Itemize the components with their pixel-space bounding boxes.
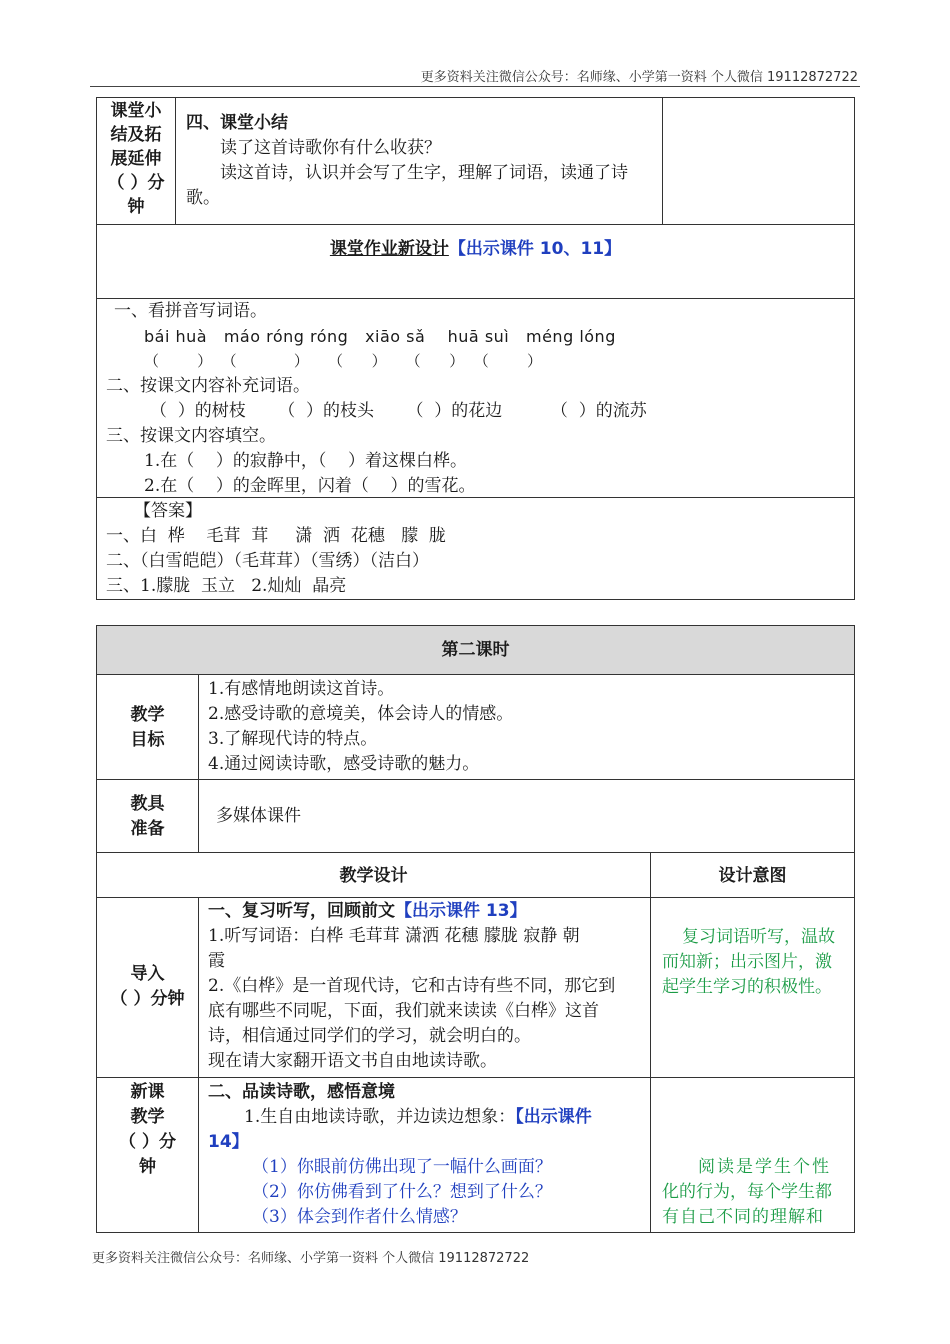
intro-line: 现在请大家翻开语文书自由地读诗歌。 bbox=[208, 1051, 497, 1071]
homework-questions bbox=[106, 299, 846, 499]
table1-row-divider-1 bbox=[96, 224, 855, 225]
summary-row-label: 课堂小 结及拓 展延伸 （ ）分 钟 bbox=[107, 101, 165, 217]
question-1-brackets: （ ） （ ） （ ） （ ） （ ） bbox=[144, 352, 542, 370]
design-header: 教学设计 bbox=[339, 866, 408, 886]
answer-3: 三、1.朦胧 玉立 2.灿灿 晶亮 bbox=[106, 576, 347, 596]
page-footer-text: 更多资料关注微信公众号：名师缘、小学第一资料 个人微信 19112872722 bbox=[92, 1251, 530, 1266]
table2-row-divider-4 bbox=[96, 897, 855, 898]
new-lesson-question: （3）体会到作者什么情感？ bbox=[252, 1207, 467, 1227]
intent-header: 设计意图 bbox=[718, 866, 787, 886]
table2-intent-divider bbox=[650, 852, 651, 1233]
table2-label-divider-bottom bbox=[198, 897, 199, 1233]
new-lesson-title: 二、品读诗歌，感悟意境 bbox=[208, 1082, 395, 1102]
tools-label: 教具 准备 bbox=[130, 794, 165, 839]
tools-value: 多媒体课件 bbox=[216, 806, 301, 826]
answer-title: 【答案】 bbox=[134, 501, 202, 521]
answer-1: 一、白 桦 毛茸 茸 潇 洒 花穗 朦 胧 bbox=[106, 526, 446, 546]
question-1-title: 一、看拼音写词语。 bbox=[114, 301, 267, 321]
goal-item: 1.有感情地朗读这首诗。 bbox=[208, 679, 395, 699]
goal-item: 3.了解现代诗的特点。 bbox=[208, 729, 378, 749]
intro-title: 一、复习听写，回顾前文【出示课件 13】 bbox=[208, 901, 527, 921]
new-lesson-content bbox=[208, 1080, 648, 1230]
question-3-title: 三、按课文内容填空。 bbox=[106, 426, 276, 446]
new-lesson-ref: 14】 bbox=[208, 1132, 249, 1152]
new-lesson-question: （2）你仿佛看到了什么？想到了什么？ bbox=[252, 1182, 552, 1202]
table2-row-divider-1 bbox=[96, 674, 855, 675]
intro-line: 1.听写词语：白桦 毛茸茸 潇洒 花穗 朦胧 寂静 朝 bbox=[208, 926, 580, 946]
new-lesson-line: 1.生自由地读诗歌，并边读边想象：【出示课件 bbox=[244, 1107, 592, 1127]
summary-content bbox=[186, 111, 662, 211]
goal-item: 4.通过阅读诗歌，感受诗歌的魅力。 bbox=[208, 754, 480, 774]
summary-line: 读了这首诗歌你有什么收获？ bbox=[220, 138, 441, 158]
new-lesson-label: 新课 教学 （ ）分 钟 bbox=[119, 1082, 176, 1177]
goal-item: 2.感受诗歌的意境美，体会诗人的情感。 bbox=[208, 704, 514, 724]
table2-row-divider-3 bbox=[96, 852, 855, 853]
question-2-title: 二、按课文内容补充词语。 bbox=[106, 376, 310, 396]
intro-content bbox=[208, 899, 648, 1074]
table1-divider-content bbox=[662, 97, 663, 224]
new-lesson-intent: 阅读是学生个性 化的行为，每个学生都 有自己不同的理解和 bbox=[662, 1157, 832, 1227]
goals-list bbox=[208, 677, 848, 777]
intro-intent: 复习词语听写，温故 而知新；出示图片，激 起学生学习的积极性。 bbox=[662, 927, 835, 997]
summary-line: 读这首诗，认识并会写了生字，理解了词语，读通了诗 bbox=[220, 163, 628, 183]
question-3-line-2: 2.在（ ）的金晖里，闪着（ ）的雪花。 bbox=[144, 476, 476, 496]
homework-heading: 课堂作业新设计【出示课件 10、11】 bbox=[329, 239, 622, 259]
intro-line: 霞 bbox=[208, 951, 225, 971]
table2-row-divider-2 bbox=[96, 779, 855, 780]
question-1-pinyin: bái huà máo róng róng xiāo sǎ huā suì méng lóng bbox=[144, 327, 616, 346]
intro-line: 底有哪些不同呢，下面，我们就来读读《白桦》这首 bbox=[208, 1001, 599, 1021]
summary-line: 歌。 bbox=[186, 188, 220, 208]
question-3-line-1: 1.在（ ）的寂静中，（ ）着这棵白桦。 bbox=[144, 451, 467, 471]
answers bbox=[106, 499, 846, 599]
lesson-title: 第二课时 bbox=[441, 640, 510, 660]
summary-title: 四、课堂小结 bbox=[186, 113, 288, 133]
table1-divider-label bbox=[175, 97, 176, 224]
table2-label-divider-top bbox=[198, 674, 199, 852]
new-lesson-question: （1）你眼前仿佛出现了一幅什么画面？ bbox=[252, 1157, 552, 1177]
intro-line: 诗，相信通过同学们的学习，就会明白的。 bbox=[208, 1026, 531, 1046]
intro-label: 导入 （ ）分钟 bbox=[110, 964, 185, 1009]
question-2-line: （ ）的树枝 （ ）的枝头 （ ）的花边 （ ）的流苏 bbox=[150, 401, 647, 421]
header-rule bbox=[90, 86, 860, 87]
answer-2: 二、（白雪皑皑）（毛茸茸）（雪绣）（洁白） bbox=[106, 551, 429, 571]
table2-row-divider-5 bbox=[96, 1077, 855, 1078]
page-header-text: 更多资料关注微信公众号：名师缘、小学第一资料 个人微信 19112872722 bbox=[420, 70, 858, 85]
intro-line: 2.《白桦》是一首现代诗，它和古诗有些不同，那它到 bbox=[208, 976, 616, 996]
goals-label: 教学 目标 bbox=[130, 705, 165, 750]
